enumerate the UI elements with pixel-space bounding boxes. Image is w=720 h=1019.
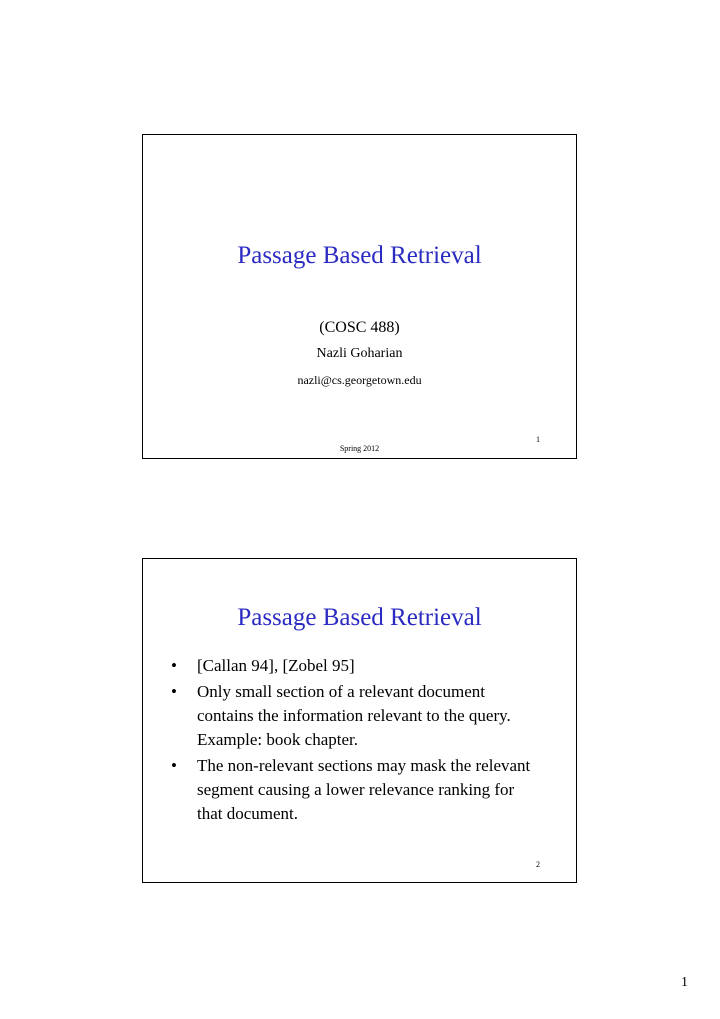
bullet-text: [Callan 94], [Zobel 95] (197, 656, 355, 675)
slide-number: 1 (536, 435, 540, 444)
bullet-list (167, 654, 540, 828)
author-email: nazli@cs.georgetown.edu (297, 373, 422, 387)
bullet-item (167, 754, 540, 826)
bullet-text: Only small section of a relevant document contains the information relevant to the query. Example: book chapter. (197, 682, 511, 749)
slide-number: 2 (536, 860, 540, 869)
slide-2 (142, 558, 577, 883)
bullet-item (167, 680, 540, 752)
bullet-item (167, 654, 540, 678)
author-name: Nazli Goharian (316, 346, 403, 361)
course-code: (COSC 488) (319, 319, 400, 336)
slide-date: Spring 2012 (339, 444, 380, 453)
slide-title: Passage Based Retrieval (237, 242, 482, 269)
page-number: 1 (681, 975, 688, 990)
slide-1 (142, 134, 577, 459)
slide-title: Passage Based Retrieval (237, 604, 482, 631)
bullet-icon: • (171, 656, 177, 675)
bullet-icon: • (171, 682, 177, 701)
bullet-icon: • (171, 756, 177, 775)
bullet-text: The non-relevant sections may mask the relevant segment causing a lower relevance ranking for that document. (197, 756, 531, 823)
